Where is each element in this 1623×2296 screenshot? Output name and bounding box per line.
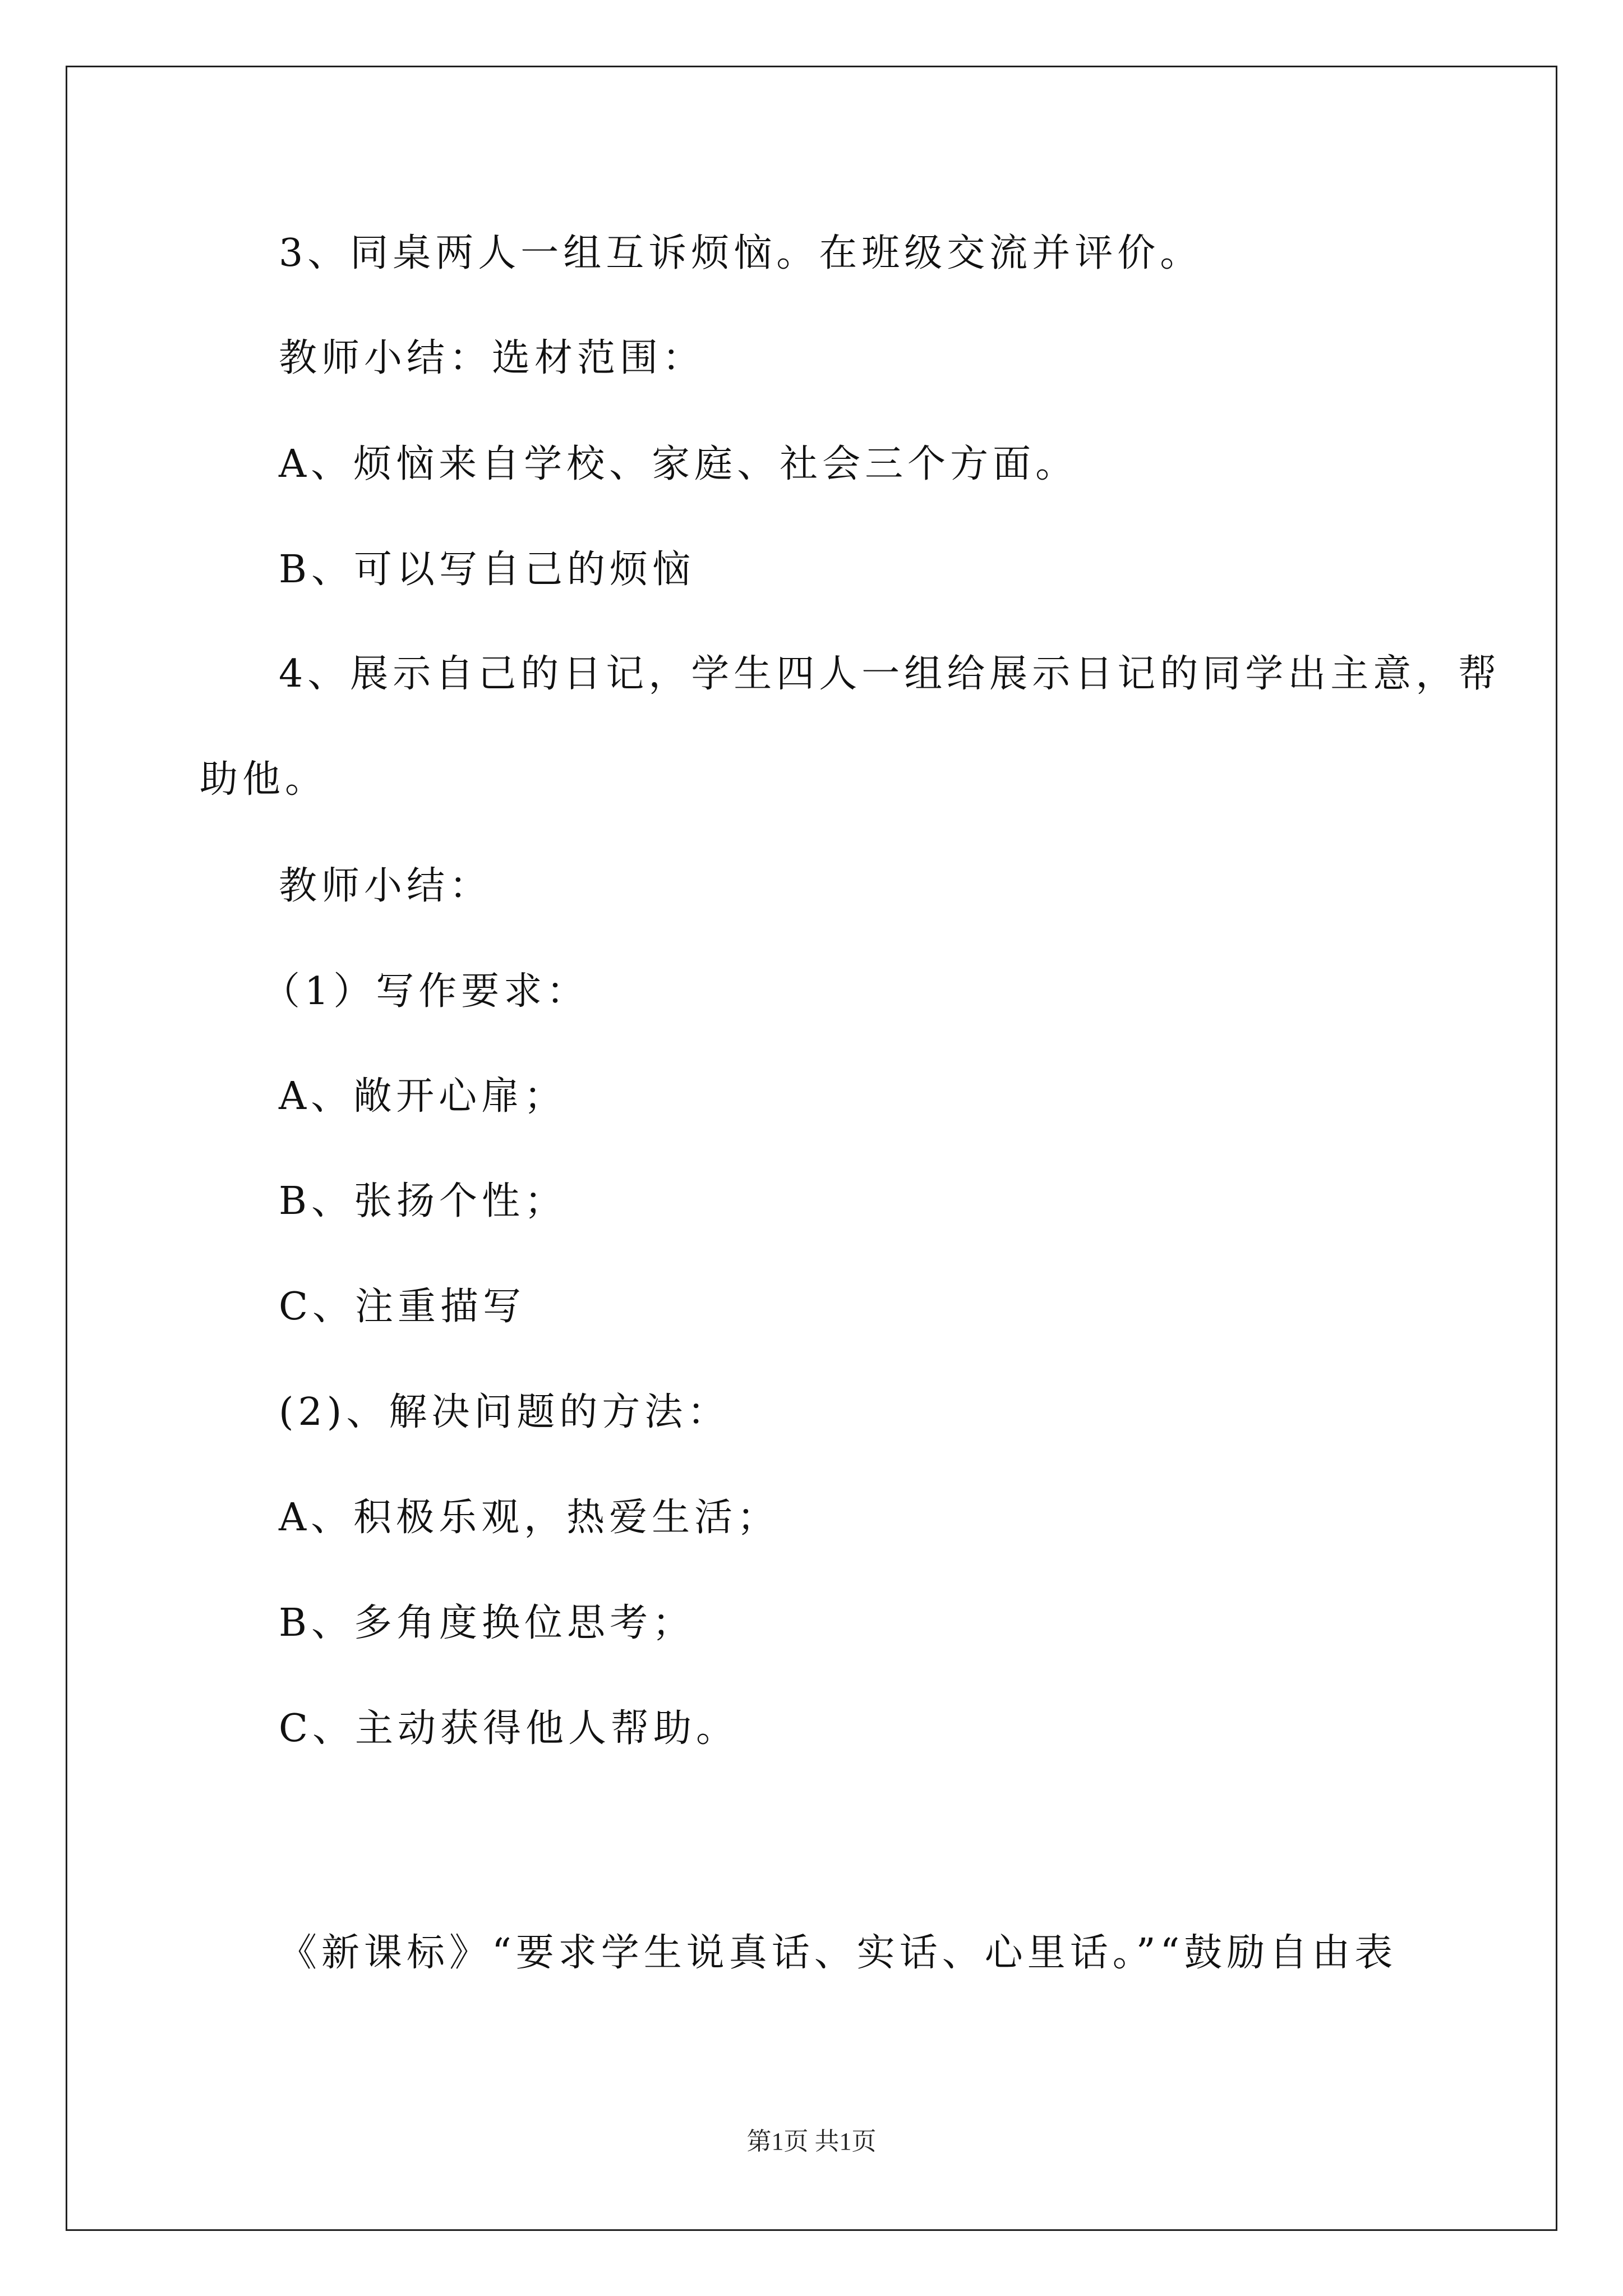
text-line-5: 4、展示自己的日记，学生四人一组给展示日记的同学出主意，帮 xyxy=(279,652,1501,696)
page-border xyxy=(66,66,1557,2231)
text-line-15: C、主动获得他人帮助。 xyxy=(279,1706,739,1751)
text-line-4: B、可以写自己的烦恼 xyxy=(279,547,695,592)
text-line-14: B、多角度换位思考； xyxy=(279,1601,695,1645)
text-line-2: 教师小结：选材范围： xyxy=(279,336,706,380)
page-footer: 第1页 共1页 xyxy=(746,2128,877,2155)
text-line-16: 《新课标》“要求学生说真话、实话、心里话。”“鼓励自由表 xyxy=(279,1931,1398,1975)
text-line-7: 教师小结： xyxy=(279,864,492,908)
text-line-11: C、注重描写 xyxy=(279,1285,526,1329)
text-line-1: 3、同桌两人一组互诉烦恼。在班级交流并评价。 xyxy=(279,231,1203,275)
text-line-10: B、张扬个性； xyxy=(279,1179,567,1223)
text-line-13: A、积极乐观，热爱生活； xyxy=(279,1496,780,1540)
text-line-8: （1）写作要求： xyxy=(262,969,589,1014)
text-line-3: A、烦恼来自学校、家庭、社会三个方面。 xyxy=(279,442,1078,486)
text-line-6: 助他。 xyxy=(200,757,328,802)
text-line-9: A、敞开心扉； xyxy=(279,1074,567,1119)
text-line-12: (2)、解决问题的方法： xyxy=(279,1390,730,1434)
